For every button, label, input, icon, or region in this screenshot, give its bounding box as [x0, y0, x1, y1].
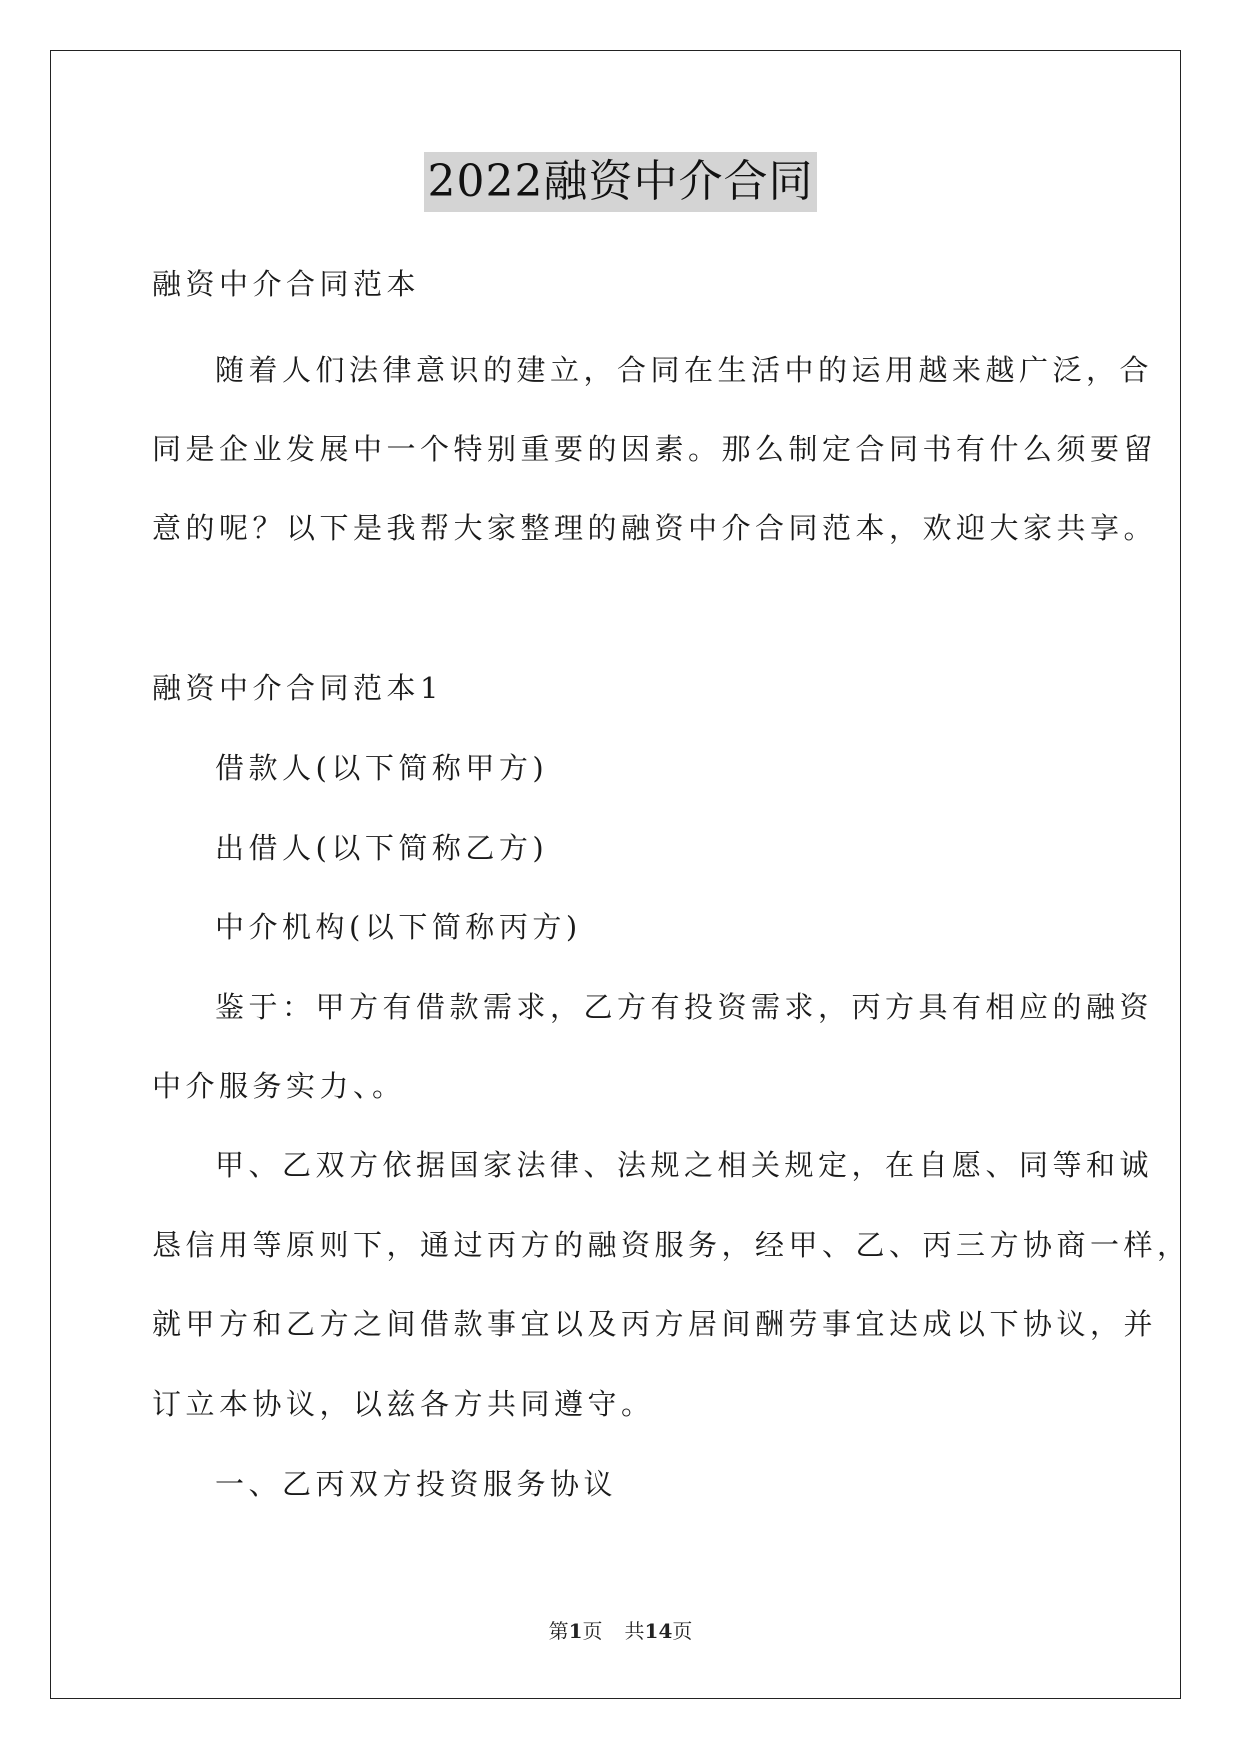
- clause-heading: 一、乙丙双方投资服务协议: [215, 1467, 618, 1501]
- party-line-intermediary: 中介机构(以下简称丙方): [215, 910, 582, 944]
- title-container: [0, 152, 1241, 212]
- section-heading: 融资中介合同范本1: [152, 671, 443, 705]
- total-pages: 14: [644, 1619, 673, 1643]
- intro-paragraph-line: 意的呢？以下是我帮大家整理的融资中介合同范本，欢迎大家共享。: [152, 511, 1158, 545]
- agreement-paragraph-line: 订立本协议，以兹各方共同遵守。: [152, 1387, 655, 1421]
- recital-paragraph-line: 中介服务实力、。: [152, 1069, 406, 1103]
- party-line-lender: 出借人(以下简称乙方): [215, 831, 549, 865]
- page-prefix: 第: [548, 1619, 569, 1643]
- agreement-paragraph-line: 甲、乙双方依据国家法律、法规之相关规定，在自愿、同等和诚: [215, 1148, 1154, 1182]
- page-footer: [0, 1618, 1241, 1644]
- page-number: 1: [568, 1619, 583, 1643]
- section-heading: 融资中介合同范本: [152, 267, 421, 301]
- total-suffix: 页: [672, 1619, 693, 1643]
- recital-paragraph-line: 鉴于：甲方有借款需求，乙方有投资需求，丙方具有相应的融资: [215, 990, 1154, 1024]
- agreement-paragraph-line: 就甲方和乙方之间借款事宜以及丙方居间酬劳事宜达成以下协议，并: [152, 1307, 1158, 1341]
- agreement-paragraph-line: 恳信用等原则下，通过丙方的融资服务，经甲、乙、丙三方协商一样，: [152, 1228, 1191, 1262]
- party-line-borrower: 借款人(以下简称甲方): [215, 751, 549, 785]
- total-prefix: 共: [624, 1619, 645, 1643]
- document-title: 2022融资中介合同: [424, 152, 818, 212]
- intro-paragraph-line: 同是企业发展中一个特别重要的因素。那么制定合同书有什么须要留: [152, 432, 1158, 466]
- intro-paragraph-line: 随着人们法律意识的建立，合同在生活中的运用越来越广泛，合: [215, 353, 1154, 387]
- page-suffix: 页: [582, 1619, 603, 1643]
